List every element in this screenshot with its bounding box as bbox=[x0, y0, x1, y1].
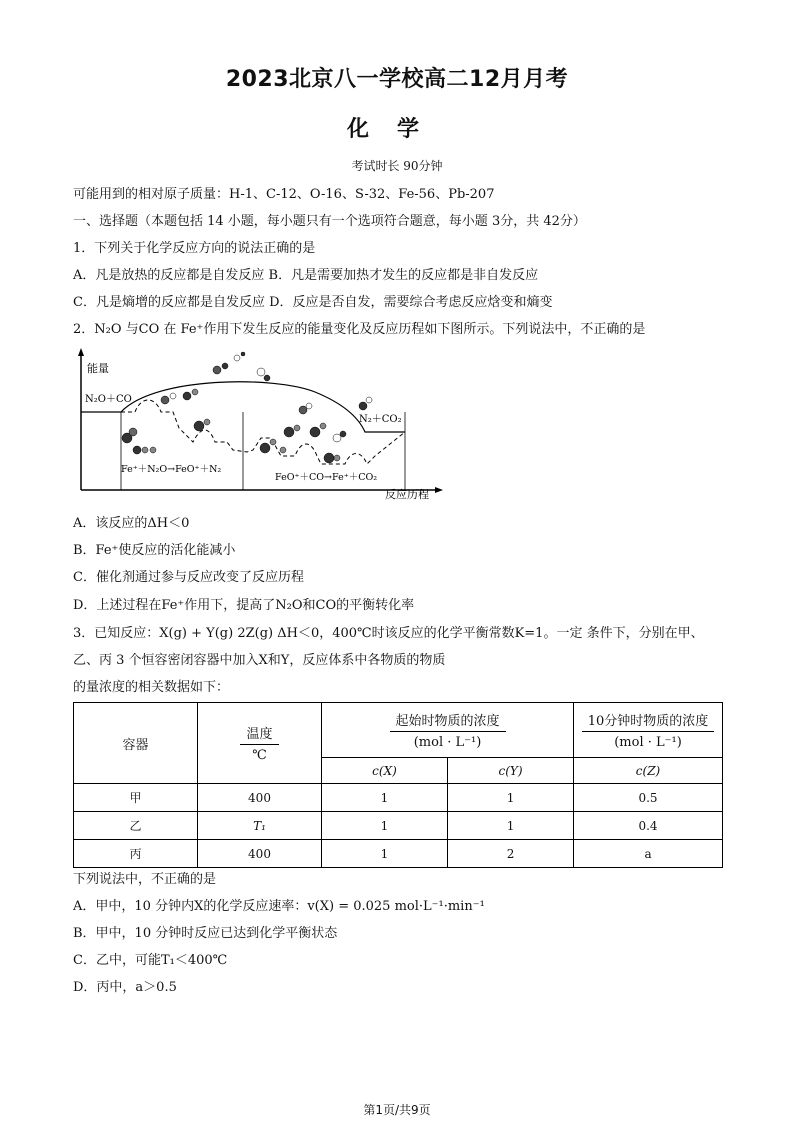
cell-temp: 400 bbox=[198, 840, 322, 868]
cell-container: 丙 bbox=[74, 840, 198, 868]
step1-label: Fe⁺＋N₂O→FeO⁺＋N₂ bbox=[121, 464, 222, 475]
header-10min bbox=[574, 703, 723, 758]
x-axis-label: 反应历程 bbox=[385, 488, 429, 501]
reactants-label: N₂O＋CO bbox=[85, 394, 132, 405]
page-footer: 第1页/共9页 bbox=[363, 1103, 431, 1117]
step2-label: FeO⁺＋CO→Fe⁺＋CO₂ bbox=[275, 472, 378, 483]
cell-cz: 0.4 bbox=[574, 812, 723, 840]
header-container: 容器 bbox=[74, 703, 198, 784]
sub-header-cz: c(Z) bbox=[574, 758, 723, 784]
cell-cy: 2 bbox=[448, 840, 574, 868]
cell-temp: T₁ bbox=[198, 812, 322, 840]
q3-option-d: D．丙中，a＞0.5 bbox=[73, 980, 177, 995]
cell-cz: 0.5 bbox=[574, 784, 723, 812]
cell-cy: 1 bbox=[448, 812, 574, 840]
products-label: N₂＋CO₂ bbox=[359, 414, 402, 425]
q2-option-d: D．上述过程在Fe⁺作用下，提高了N₂O和CO的平衡转化率 bbox=[73, 598, 415, 613]
q3-option-a: A．甲中，10 分钟内X的化学反应速率：v(X) = 0.025 mol·L⁻¹·min⁻¹ bbox=[73, 899, 485, 914]
ten-min-unit: (mol · L⁻¹) bbox=[614, 735, 682, 750]
sub-header-cx: c(X) bbox=[322, 758, 448, 784]
q3-stem-line2: 乙、丙 3 个恒容密闭容器中加入X和Y，反应体系中各物质的物质 bbox=[73, 653, 446, 668]
header-initial bbox=[322, 703, 574, 758]
header-temperature bbox=[198, 703, 322, 784]
q3-stem-line3: 的量浓度的相关数据如下： bbox=[73, 680, 230, 695]
y-axis-label: 能量 bbox=[87, 362, 109, 375]
q3-stem-line1: 3．已知反应：X(g) + Y(g) 2Z(g) ΔH＜0，400℃时该反应的化学平衡常数K=1。一定 条件下，分别在甲、 bbox=[73, 626, 704, 641]
q1-options-ab: A．凡是放热的反应都是自发反应 B．凡是需要加热才发生的反应都是非自发反应 bbox=[73, 268, 539, 283]
ten-min-label: 10分钟时物质的浓度 bbox=[582, 710, 715, 732]
q1-options-cd: C．凡是熵增的反应都是自发反应 D．反应是否自发，需要综合考虑反应焓变和熵变 bbox=[73, 295, 553, 310]
sub-header-cy: c(Y) bbox=[448, 758, 574, 784]
temperature-label: 温度 bbox=[240, 723, 278, 745]
page-title: 2023北京八一学校高二12月月考 bbox=[225, 67, 569, 92]
q3-question: 下列说法中，不正确的是 bbox=[73, 872, 217, 887]
cell-cy: 1 bbox=[448, 784, 574, 812]
cell-container: 乙 bbox=[74, 812, 198, 840]
q2-stem: 2．N₂O 与CO 在 Fe⁺作用下发生反应的能量变化及反应历程如下图所示。下列说法中，不正确的是 bbox=[73, 322, 646, 337]
atomic-masses: 可能用到的相对原子质量：H-1、C-12、O-16、S-32、Fe-56、Pb-207 bbox=[73, 187, 495, 202]
q2-option-b: B．Fe⁺使反应的活化能减小 bbox=[73, 543, 236, 558]
cell-cz: a bbox=[574, 840, 723, 868]
table-row bbox=[74, 840, 723, 868]
subject-heading: 化学 bbox=[346, 117, 447, 142]
table-row bbox=[74, 784, 723, 812]
q3-option-b: B．甲中，10 分钟时反应已达到化学平衡状态 bbox=[73, 926, 338, 941]
concentration-table bbox=[73, 702, 723, 868]
cell-cx: 1 bbox=[322, 784, 448, 812]
temperature-unit: ℃ bbox=[252, 748, 267, 763]
q1-stem: 1．下列关于化学反应方向的说法正确的是 bbox=[73, 241, 316, 256]
exam-duration: 考试时长 90分钟 bbox=[351, 159, 443, 173]
initial-unit: (mol · L⁻¹) bbox=[413, 735, 482, 750]
initial-label: 起始时物质的浓度 bbox=[390, 710, 506, 732]
q2-option-a: A．该反应的ΔH＜0 bbox=[73, 516, 190, 531]
cell-cx: 1 bbox=[322, 812, 448, 840]
section-heading: 一、选择题（本题包括 14 小题，每小题只有一个选项符合题意，每小题 3分，共 42分） bbox=[73, 214, 586, 229]
q3-option-c: C．乙中，可能T₁＜400℃ bbox=[73, 953, 228, 968]
energy-diagram bbox=[75, 346, 445, 504]
cell-cx: 1 bbox=[322, 840, 448, 868]
q2-option-c: C．催化剂通过参与反应改变了反应历程 bbox=[73, 570, 304, 585]
cell-temp: 400 bbox=[198, 784, 322, 812]
table-row bbox=[74, 812, 723, 840]
cell-container: 甲 bbox=[74, 784, 198, 812]
